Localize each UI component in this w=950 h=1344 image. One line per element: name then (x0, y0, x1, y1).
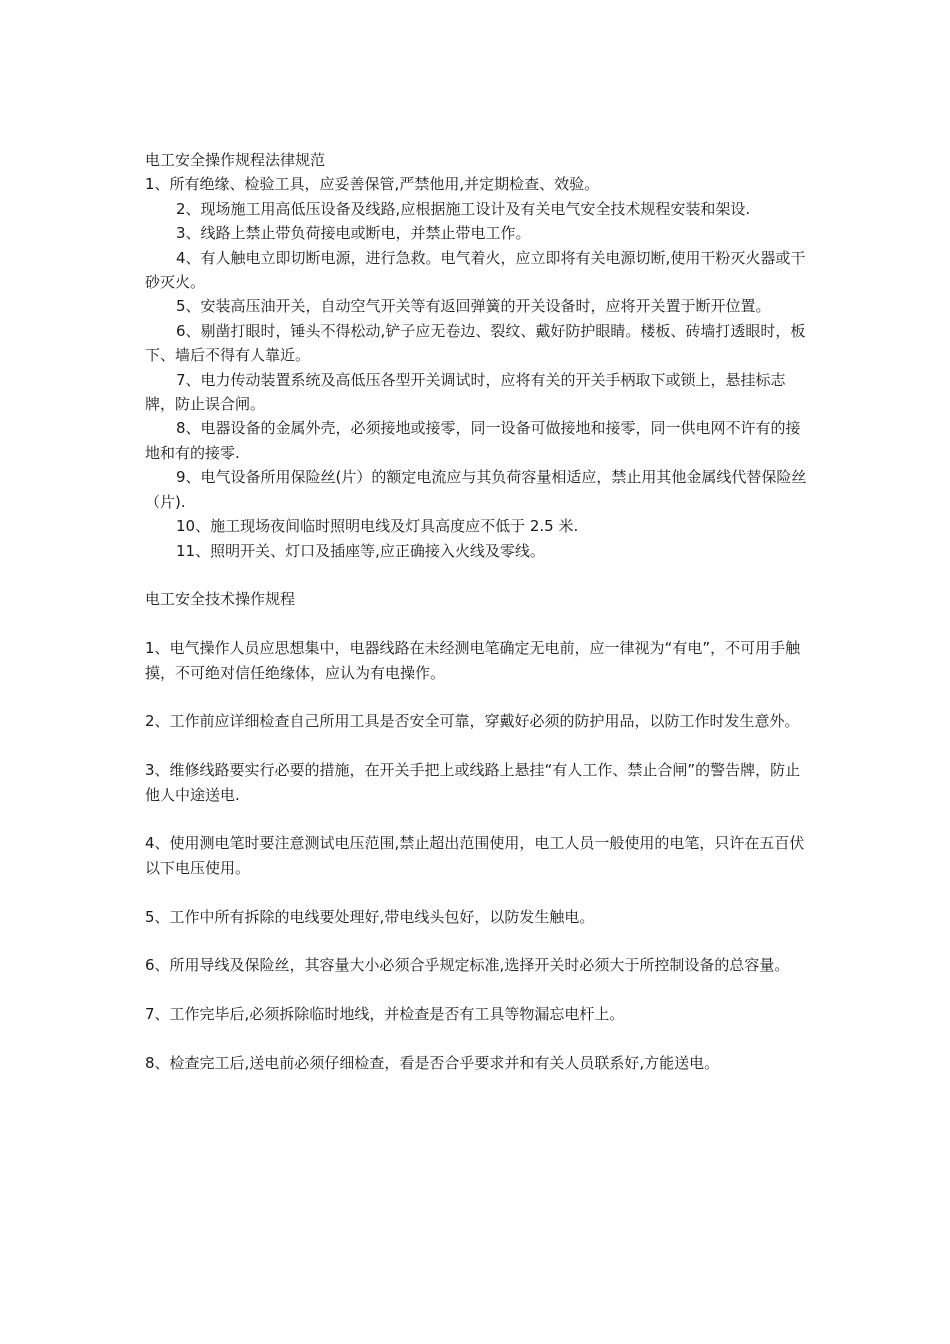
rule-item: 5、安装高压油开关，自动空气开关等有返回弹簧的开关设备时，应将开关置于断开位置。 (176, 297, 771, 316)
rule-item: 11、照明开关、灯口及插座等,应正确接入火线及零线。 (176, 541, 545, 560)
rule-item: 7、电力传动装置系统及高低压各型开关调试时，应将有关的开关手柄取下或锁上，悬挂标志牌，防止误合闸。 (145, 370, 786, 414)
technical-rule-item: 1、电气操作人员应思想集中，电器线路在未经测电笔确定无电前，应一律视为“有电”，不可用手触摸，不可绝对信任绝缘体，应认为有电操作。 (145, 639, 801, 682)
blank-line (145, 978, 811, 1002)
technical-rule-item: 3、维修线路要实行必要的措施，在开关手把上或线路上悬挂“有人工作、禁止合闸”的警告牌，防止他人中途送电. (145, 761, 801, 804)
rule-item: 1、所有绝缘、检验工具，应妥善保管,严禁他用,并定期检查、效验。 (145, 175, 600, 194)
technical-rule-item: 2、工作前应详细检查自己所用工具是否安全可靠，穿戴好必须的防护用品，以防工作时发生意外。 (145, 712, 800, 731)
rule-item: 4、有人触电立即切断电源，进行急救。电气着火，应立即将有关电源切断,使用干粉灭火器或干砂灭火。 (145, 248, 806, 292)
blank-line (145, 734, 811, 758)
rule-item: 10、施工现场夜间临时照明电线及灯具高度应不低于 2.5 米. (176, 517, 579, 536)
rule-item: 3、线路上禁止带负荷接电或断电，并禁止带电工作。 (176, 224, 531, 243)
rule-item: 8、电器设备的金属外壳，必须接地或接零，同一设备可做接地和接零，同一供电网不许有的接地和有的接零. (145, 419, 801, 462)
blank-line (145, 685, 811, 709)
technical-rule-item: 6、所用导线及保险丝，其容量大小必须合乎规定标准,选择开关时必须大于所控制设备的总容量。 (145, 956, 790, 975)
technical-rule-item: 8、检查完工后,送电前必须仔细检查，看是否合乎要求并和有关人员联系好,方能送电。 (145, 1053, 720, 1072)
rule-item: 2、现场施工用高低压设备及线路,应根据施工设计及有关电气安全技术规程安装和架设. (176, 199, 751, 218)
blank-line (145, 612, 811, 636)
rule-item: 6、剔凿打眼时，锤头不得松动,铲子应无卷边、裂纹、戴好防护眼睛。楼板、砖墙打透眼时，板下、墙后不得有人靠近。 (145, 321, 806, 365)
blank-line (145, 807, 811, 831)
technical-rule-item: 5、工作中所有拆除的电线要处理好,带电线头包好，以防发生触电。 (145, 907, 595, 926)
document-page (145, 148, 811, 1075)
blank-line (145, 563, 811, 587)
technical-rule-item: 7、工作完毕后,必须拆除临时地线，并检查是否有工具等物漏忘电杆上。 (145, 1005, 625, 1024)
section-title-legal-norms: 电工安全操作规程法律规范 (145, 151, 326, 169)
rule-item: 9、电气设备所用保险丝(片）的额定电流应与其负荷容量相适应，禁止用其他金属线代替保险丝（片). (145, 468, 807, 511)
section-title-technical-rules: 电工安全技术操作规程 (145, 590, 296, 609)
blank-line (145, 880, 811, 904)
blank-line (145, 929, 811, 953)
blank-line (145, 1027, 811, 1051)
technical-rule-item: 4、使用测电笔时要注意测试电压范围,禁止超出范围使用，电工人员一般使用的电笔，只许在五百伏以下电压使用。 (145, 834, 805, 877)
